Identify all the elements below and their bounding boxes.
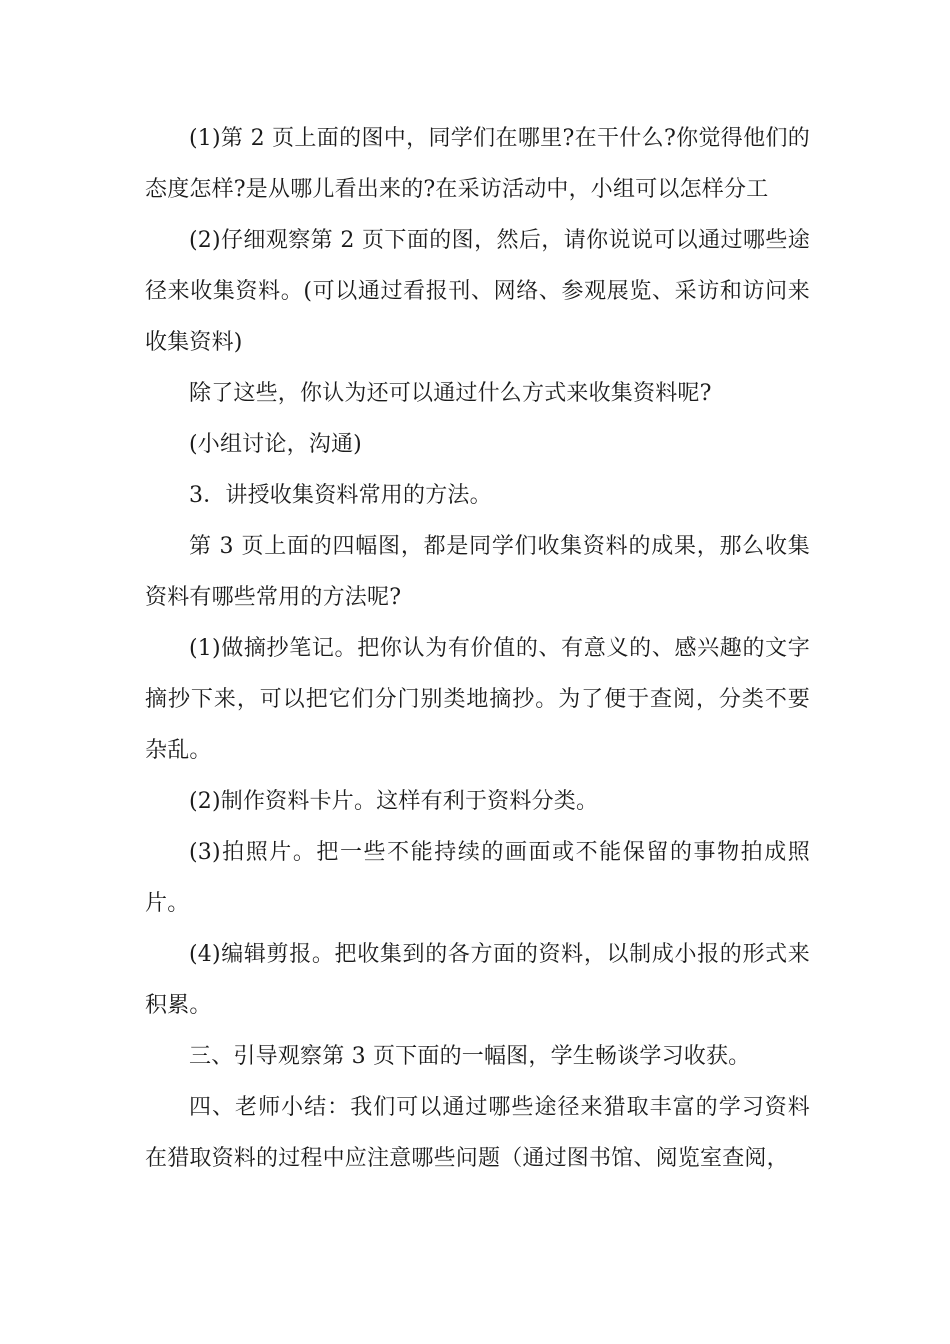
paragraph-method-photos: (3)拍照片。把一些不能持续的画面或不能保留的事物拍成照片。 bbox=[145, 840, 810, 916]
paragraph-method-notes: (1)做摘抄笔记。把你认为有价值的、有意义的、感兴趣的文字摘抄下来，可以把它们分门别类地摘抄。为了便于查阅，分类不要杂乱。 bbox=[145, 636, 810, 763]
paragraph-other-ways: 除了这些，你认为还可以通过什么方式来收集资料呢? bbox=[189, 381, 712, 406]
paragraph-section-3-heading: 3．讲授收集资料常用的方法。 bbox=[189, 483, 492, 508]
paragraph-page3-images: 第 3 页上面的四幅图，都是同学们收集资料的成果，那么收集资料有哪些常用的方法呢? bbox=[145, 534, 810, 610]
paragraph-section-four: 四、老师小结：我们可以通过哪些途径来猎取丰富的学习资料在猎取资料的过程中应注意哪些问题（通过图书馆、阅览室查阅， bbox=[145, 1095, 810, 1171]
document-body bbox=[145, 113, 810, 1184]
paragraph-method-cards: (2)制作资料卡片。这样有利于资料分类。 bbox=[189, 789, 599, 814]
paragraph-section-three: 三、引导观察第 3 页下面的一幅图，学生畅谈学习收获。 bbox=[189, 1044, 751, 1069]
paragraph-group-discussion: (小组讨论，沟通) bbox=[189, 432, 362, 457]
paragraph-collection-ways: (2)仔细观察第 2 页下面的图，然后，请你说说可以通过哪些途径来收集资料。(可以通过看报刊、网络、参观展览、采访和访问来收集资料) bbox=[145, 228, 810, 355]
paragraph-photo-questions: (1)第 2 页上面的图中，同学们在哪里?在干什么?你觉得他们的态度怎样?是从哪儿看出来的?在采访活动中，小组可以怎样分工 bbox=[145, 126, 810, 202]
paragraph-method-clippings: (4)编辑剪报。把收集到的各方面的资料，以制成小报的形式来积累。 bbox=[145, 942, 810, 1018]
